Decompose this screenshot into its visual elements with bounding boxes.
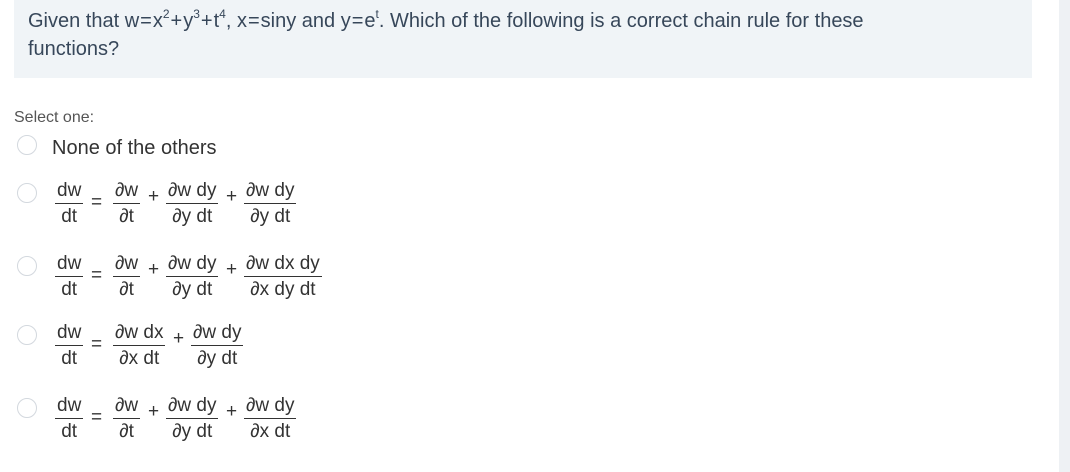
fraction-denominator: ∂t (119, 206, 134, 227)
fraction-numerator: dw (55, 253, 83, 277)
fraction-numerator: ∂w (113, 253, 140, 277)
fraction (113, 180, 140, 228)
fraction-numerator: ∂w (113, 395, 140, 419)
fraction-numerator: ∂w dx dy (244, 253, 322, 277)
answer-option[interactable] (14, 253, 514, 300)
fraction-numerator: ∂w dy (166, 395, 218, 419)
exponent: 2 (162, 7, 170, 22)
option-label: None of the others (52, 137, 217, 159)
fraction (113, 322, 165, 370)
fraction-denominator: ∂y dt (172, 421, 213, 442)
fraction-numerator: dw (55, 395, 83, 419)
scrollbar[interactable] (1059, 0, 1070, 472)
equals-sign: = (91, 265, 103, 286)
question-line2: functions? (28, 38, 120, 60)
plus-sign: + (226, 401, 238, 422)
exponent: 3 (193, 7, 200, 22)
fraction-denominator: ∂x dt (250, 421, 291, 442)
fraction (244, 180, 296, 228)
answer-option[interactable] (14, 322, 514, 369)
question-suffix: . Which of the following is a correct chain rule for these (378, 10, 864, 32)
fraction-denominator: ∂y dt (197, 348, 238, 369)
radio-button[interactable] (17, 256, 37, 276)
fraction (55, 253, 83, 301)
fraction-denominator: dt (61, 421, 78, 442)
fraction-denominator: ∂t (119, 421, 134, 442)
plus-sign: + (226, 186, 238, 207)
fraction-numerator: ∂w dy (191, 322, 243, 346)
fraction (244, 395, 296, 443)
fraction-denominator: dt (61, 279, 78, 300)
fraction-denominator: ∂t (119, 279, 134, 300)
fraction-denominator: ∂y dt (172, 206, 213, 227)
y-definition: e (364, 10, 376, 32)
fraction (113, 253, 140, 301)
fraction (166, 253, 218, 301)
fraction-numerator: ∂w dy (244, 395, 296, 419)
plus-sign: + (148, 186, 160, 207)
fraction-numerator: ∂w dx (113, 322, 165, 346)
fraction (113, 395, 140, 443)
w-term-y: y (183, 10, 194, 32)
radio-button[interactable] (17, 135, 37, 155)
radio-button[interactable] (17, 325, 37, 345)
answer-option[interactable] (14, 135, 514, 165)
equals-sign: = (140, 10, 152, 32)
fraction-denominator: ∂y dt (250, 206, 291, 227)
plus-sign: + (173, 328, 185, 349)
fraction (166, 180, 218, 228)
fraction (55, 180, 83, 228)
exponent: t (375, 7, 379, 22)
fraction-numerator: ∂w dy (166, 253, 218, 277)
fraction-numerator: ∂w (113, 180, 140, 204)
plus-sign: + (148, 401, 160, 422)
equals-sign: = (351, 10, 364, 32)
question-text (14, 0, 1032, 78)
radio-button[interactable] (17, 183, 37, 203)
equals-sign: = (247, 10, 260, 32)
fraction-numerator: dw (55, 180, 83, 204)
fraction (55, 322, 83, 370)
question-prefix: Given that w (28, 10, 140, 32)
fraction (166, 395, 218, 443)
w-term-t: t (213, 10, 220, 32)
fraction-numerator: ∂w dy (166, 180, 218, 204)
w-term-x: x (152, 10, 163, 32)
fraction-denominator: dt (61, 348, 78, 369)
equals-sign: = (91, 192, 103, 213)
fraction-denominator: ∂x dt (119, 348, 160, 369)
fraction (55, 395, 83, 443)
fraction (244, 253, 322, 301)
fraction-numerator: ∂w dy (244, 180, 296, 204)
equals-sign: = (91, 334, 103, 355)
equals-sign: = (91, 407, 103, 428)
plus-sign: + (170, 10, 183, 32)
fraction (191, 322, 243, 370)
fraction-denominator: dt (61, 206, 78, 227)
fraction-denominator: ∂y dt (172, 279, 213, 300)
plus-sign: + (200, 10, 213, 32)
fraction-numerator: dw (55, 322, 83, 346)
separator: , x (225, 10, 247, 32)
plus-sign: + (226, 259, 238, 280)
plus-sign: + (148, 259, 160, 280)
answer-option[interactable] (14, 395, 514, 442)
select-one-label: Select one: (14, 109, 95, 126)
radio-button[interactable] (17, 398, 37, 418)
answer-option[interactable] (14, 180, 514, 227)
fraction-denominator: ∂x dy dt (250, 279, 316, 300)
x-definition: siny and y (260, 10, 351, 32)
exponent: 4 (219, 7, 226, 22)
